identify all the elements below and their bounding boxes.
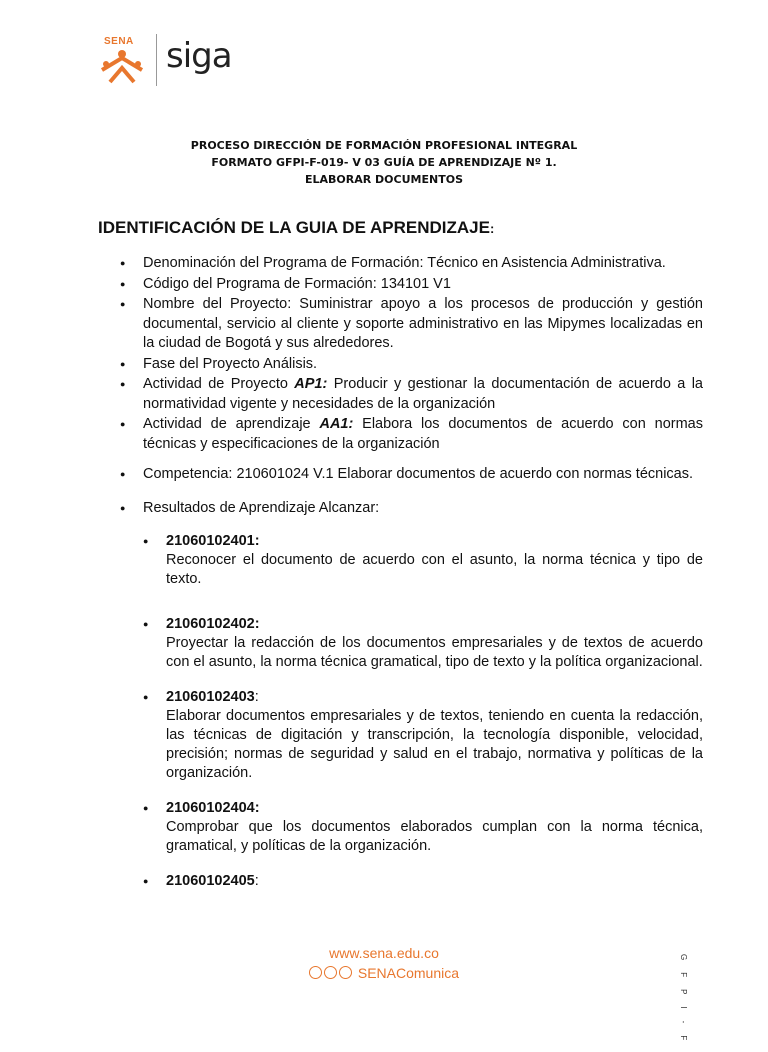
actividad-proyecto-text: Producir y gestionar la documentación de acuerdo a la normatividad vigente y necesidades de la organización — [143, 376, 703, 412]
section-heading-text: IDENTIFICACIÓN DE LA GUIA DE APRENDIZAJE — [98, 218, 490, 237]
list-item-actividad-proyecto — [143, 375, 703, 414]
result-item — [166, 872, 703, 891]
header-logos — [96, 30, 256, 90]
result-text: Proyectar la redacción de los documentos empresariales y de textos de acuerdo con el asunto, la norma técnica gramatical, tipo de texto y la política organizacional. — [166, 635, 703, 670]
title-line-3: ELABORAR DOCUMENTOS — [305, 173, 463, 186]
siga-logo: siga — [166, 36, 232, 76]
logo-divider — [156, 34, 157, 86]
actividad-aprendizaje-text: Elabora los documentos de acuerdo con normas técnicas y especificaciones de la organización — [143, 416, 703, 452]
document-title — [0, 137, 768, 188]
result-code-suffix: : — [254, 873, 259, 889]
list-item-resultados — [143, 499, 703, 892]
instagram-icon[interactable] — [339, 966, 352, 979]
side-format-code: GFPI-F — [679, 954, 688, 1052]
result-item — [166, 532, 703, 589]
result-code: 21060102402: — [166, 616, 260, 632]
list-item-codigo: ● Código del Programa de Formación: 134101 V1 — [143, 275, 703, 295]
result-item — [166, 688, 703, 783]
twitter-icon[interactable] — [309, 966, 322, 979]
list-item-proyecto: ● Nombre del Proyecto: Suministrar apoyo a los procesos de producción y gestión documental, servicio al cliente y soporte administrativo en las Mipymes localizadas en la ciudad de Bogotá y sus alrededores. — [143, 295, 703, 354]
actividad-proyecto-prefix: Actividad de Proyecto — [143, 376, 295, 392]
list-item-denominacion: ● Denominación del Programa de Formación: Técnico en Asistencia Administrativa. — [143, 254, 703, 274]
actividad-aprendizaje-prefix: Actividad de aprendizaje — [143, 416, 320, 432]
section-heading-colon: : — [489, 221, 495, 236]
result-code: 21060102405 — [166, 873, 255, 889]
title-line-2: FORMATO GFPI-F-019- V 03 GUÍA DE APRENDIZAJE Nº 1. — [211, 156, 557, 169]
title-line-1: PROCESO DIRECCIÓN DE FORMACIÓN PROFESIONAL INTEGRAL — [190, 139, 578, 152]
list-item-actividad-aprendizaje — [143, 415, 703, 454]
resultados-label: Resultados de Aprendizaje Alcanzar: — [143, 499, 380, 516]
footer-url[interactable]: www.sena.edu.co — [329, 945, 439, 961]
actividad-aprendizaje-code: AA1: — [319, 416, 354, 432]
result-code: 21060102403 — [166, 689, 255, 705]
list-item-competencia: ● Competencia: 210601024 V.1 Elaborar documentos de acuerdo con normas técnicas. — [143, 465, 703, 485]
result-text: Comprobar que los documentos elaborados cumplan con la norma técnica, gramatical, y políticas de la organización. — [166, 819, 703, 854]
section-heading — [98, 218, 494, 238]
list-item-fase: ● Fase del Proyecto Análisis. — [143, 355, 703, 375]
footer-social-handle: SENAComunica — [357, 965, 460, 981]
result-item — [166, 615, 703, 672]
result-code: 21060102404: — [166, 800, 260, 816]
identification-list — [143, 254, 703, 907]
facebook-icon[interactable] — [324, 966, 337, 979]
footer-social[interactable] — [0, 965, 768, 981]
result-code: 21060102401: — [166, 533, 260, 549]
result-item — [166, 799, 703, 856]
sena-wordmark: SENA — [104, 36, 134, 47]
actividad-proyecto-code: AP1: — [294, 376, 328, 392]
result-text: Reconocer el documento de acuerdo con el asunto, la norma técnica y tipo de texto. — [166, 552, 703, 587]
results-list — [143, 532, 703, 891]
result-code-suffix: : — [254, 689, 259, 705]
result-text: Elaborar documentos empresariales y de textos, teniendo en cuenta la redacción, las técnicas de digitación y transcripción, la tecnología disponible, velocidad, precisión; normas de seguridad y salud en el trabajo, normativa y políticas de la organización. — [166, 708, 703, 781]
